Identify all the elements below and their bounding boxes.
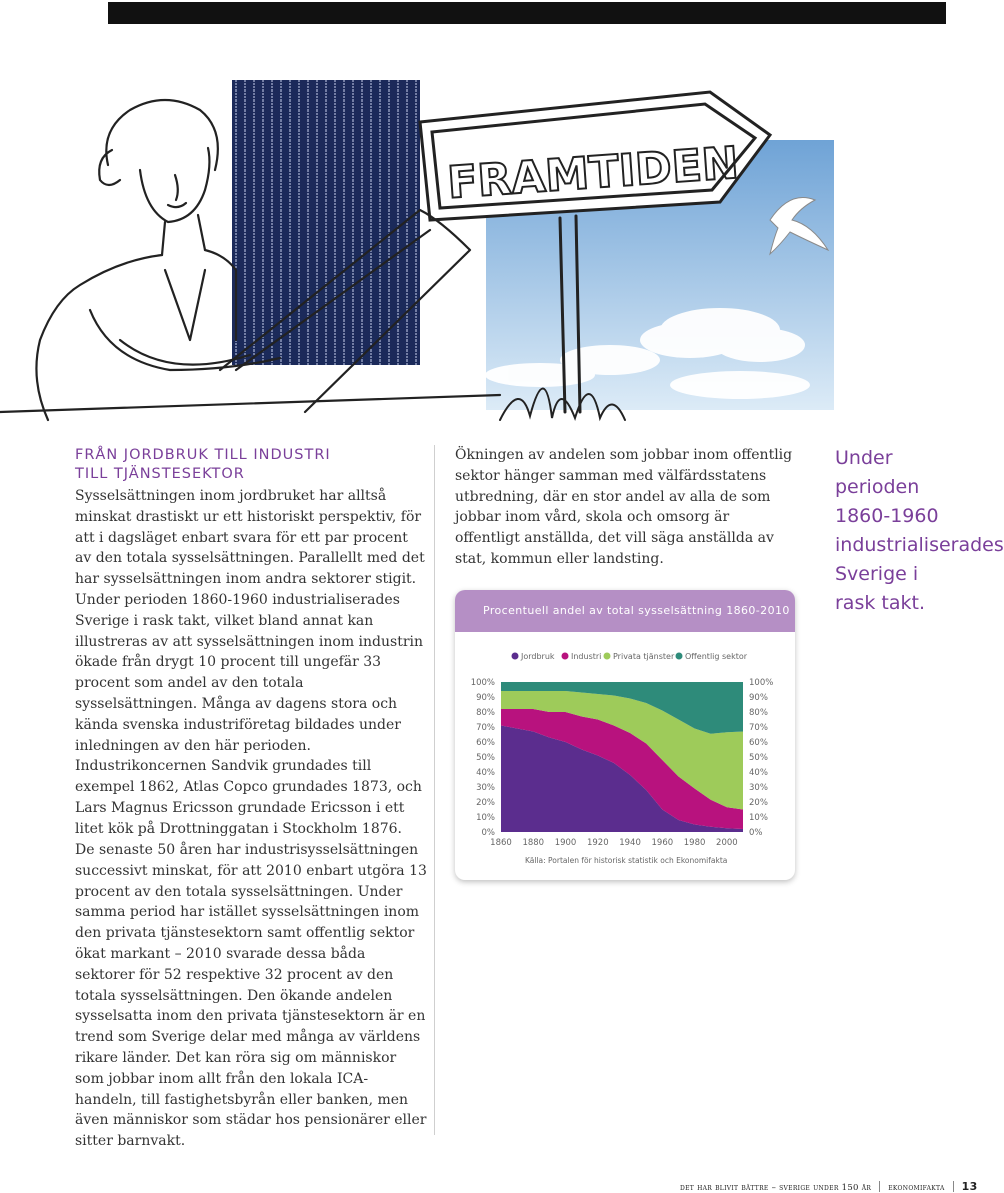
top-black-bar bbox=[108, 2, 946, 24]
y-tick-left: 30% bbox=[476, 783, 495, 793]
legend-swatch bbox=[676, 653, 683, 660]
footer-separator bbox=[879, 1181, 880, 1192]
y-tick-left: 80% bbox=[476, 708, 495, 718]
x-tick: 1960 bbox=[651, 838, 674, 848]
section-heading bbox=[75, 446, 375, 484]
legend-label: Industri bbox=[571, 652, 602, 661]
y-tick-left: 40% bbox=[476, 768, 495, 778]
chart-title: Procentuell andel av total sysselsättning 1860-2010 bbox=[455, 590, 795, 632]
y-tick-left: 10% bbox=[476, 813, 495, 823]
legend-label: Privata tjänster bbox=[613, 652, 675, 661]
y-tick-left: 50% bbox=[476, 753, 495, 763]
legend-swatch bbox=[604, 653, 611, 660]
chart-card bbox=[455, 590, 795, 880]
footer-text: det har blivit bättre – sverige under 150 år bbox=[680, 1183, 872, 1193]
header-illustration bbox=[0, 40, 960, 420]
legend-label: Offentlig sektor bbox=[685, 652, 748, 661]
footer-separator bbox=[953, 1181, 954, 1192]
page-footer bbox=[680, 1180, 978, 1193]
y-tick-right: 30% bbox=[749, 783, 768, 793]
pinstripe-panel bbox=[232, 80, 420, 365]
y-tick-right: 60% bbox=[749, 738, 768, 748]
x-tick: 1900 bbox=[554, 838, 577, 848]
y-tick-left: 20% bbox=[476, 798, 495, 808]
legend-label: Jordbruk bbox=[521, 652, 555, 661]
y-tick-right: 70% bbox=[749, 723, 768, 733]
y-tick-right: 50% bbox=[749, 753, 768, 763]
chart-source: Källa: Portalen för historisk statistik och Ekonomifakta bbox=[525, 856, 728, 865]
y-tick-right: 80% bbox=[749, 708, 768, 718]
body-paragraph-1: Sysselsättningen inom jordbruket har alltså minskat drastiskt ur ett historiskt perspektiv, för att i dagsläget enbart svara för ett par procent av den totala sysselsättningen. Parallellt med det har sysselsättningen inom andra sektorer stigit. Under perioden 1860-1960 industrialiserades Sverige i rask takt, vilket bland annat kan illustreras av att sysselsättningen inom industrin ökade från drygt 10 procent till ungefär 33 procent som andel av den totala sysselsättningen. Många av dagens stora och kända svenska industriföretag bildades under inledningen av den här perioden. Industrikoncernen Sandvik grundades till exempel 1862, Atlas Copco grundades 1873, och Lars Magnus Ericsson grundade Ericsson i ett litet kök på Drottninggatan i Stockholm 1876. bbox=[75, 488, 425, 837]
y-tick-left: 0% bbox=[481, 828, 495, 838]
stacked-area-chart bbox=[455, 632, 795, 880]
body-paragraph-2: De senaste 50 åren har industrisysselsättningen successivt minskat, för att 2010 enbart utgöra 13 procent av den totala sysselsättningen. Under samma period har istället sysselsättningen inom den privata tjänstesektorn samt offentlig sektor ökat markant – 2010 svarade dessa båda sektorer för 52 respektive 32 procent av den totala sysselsättningen. Den ökande andelen sysselsatta inom den privata tjänstesektorn är en trend som Sverige delar med många av världens rikare länder. Det kan röra sig om människor som jobbar inom allt från den lokala ICA-handeln, till fastighetsbyrån eller banken, men även människor som städar hos pensionärer eller sitter barnvakt. bbox=[75, 842, 427, 1150]
y-tick-right: 0% bbox=[749, 828, 763, 838]
x-tick: 1980 bbox=[683, 838, 706, 848]
y-tick-right: 100% bbox=[749, 678, 774, 688]
legend-swatch bbox=[512, 653, 519, 660]
y-tick-right: 90% bbox=[749, 693, 768, 703]
x-tick: 1940 bbox=[619, 838, 641, 848]
y-tick-left: 100% bbox=[470, 678, 495, 688]
x-tick: 2000 bbox=[716, 838, 738, 848]
pull-quote: Under perioden 1860-1960 industrialiserades Sverige i rask takt. bbox=[835, 447, 1004, 614]
footer-brand: ekonomifakta bbox=[888, 1183, 945, 1193]
y-tick-right: 20% bbox=[749, 798, 768, 808]
page-number: 13 bbox=[961, 1180, 978, 1193]
heading-line-1: FRÅN JORDBRUK TILL INDUSTRI bbox=[75, 447, 331, 463]
x-tick: 1860 bbox=[490, 838, 512, 848]
x-tick: 1920 bbox=[586, 838, 609, 848]
body-paragraph-3: Ökningen av andelen som jobbar inom offentlig sektor hänger samman med välfärdsstatens utbredning, där en stor andel av alla de som jobbar inom vård, skola och omsorg är offentligt anställda, det vill säga anställda av stat, kommun eller landsting. bbox=[455, 447, 793, 567]
y-tick-right: 10% bbox=[749, 813, 768, 823]
heading-line-2: TILL TJÄNSTESEKTOR bbox=[75, 466, 245, 482]
sign-text: FRAMTIDEN bbox=[445, 137, 741, 209]
legend-swatch bbox=[562, 653, 569, 660]
x-tick: 1880 bbox=[522, 838, 545, 848]
column-divider bbox=[434, 445, 435, 1135]
y-tick-left: 60% bbox=[476, 738, 495, 748]
y-tick-right: 40% bbox=[749, 768, 768, 778]
y-tick-left: 70% bbox=[476, 723, 495, 733]
y-tick-left: 90% bbox=[476, 693, 495, 703]
